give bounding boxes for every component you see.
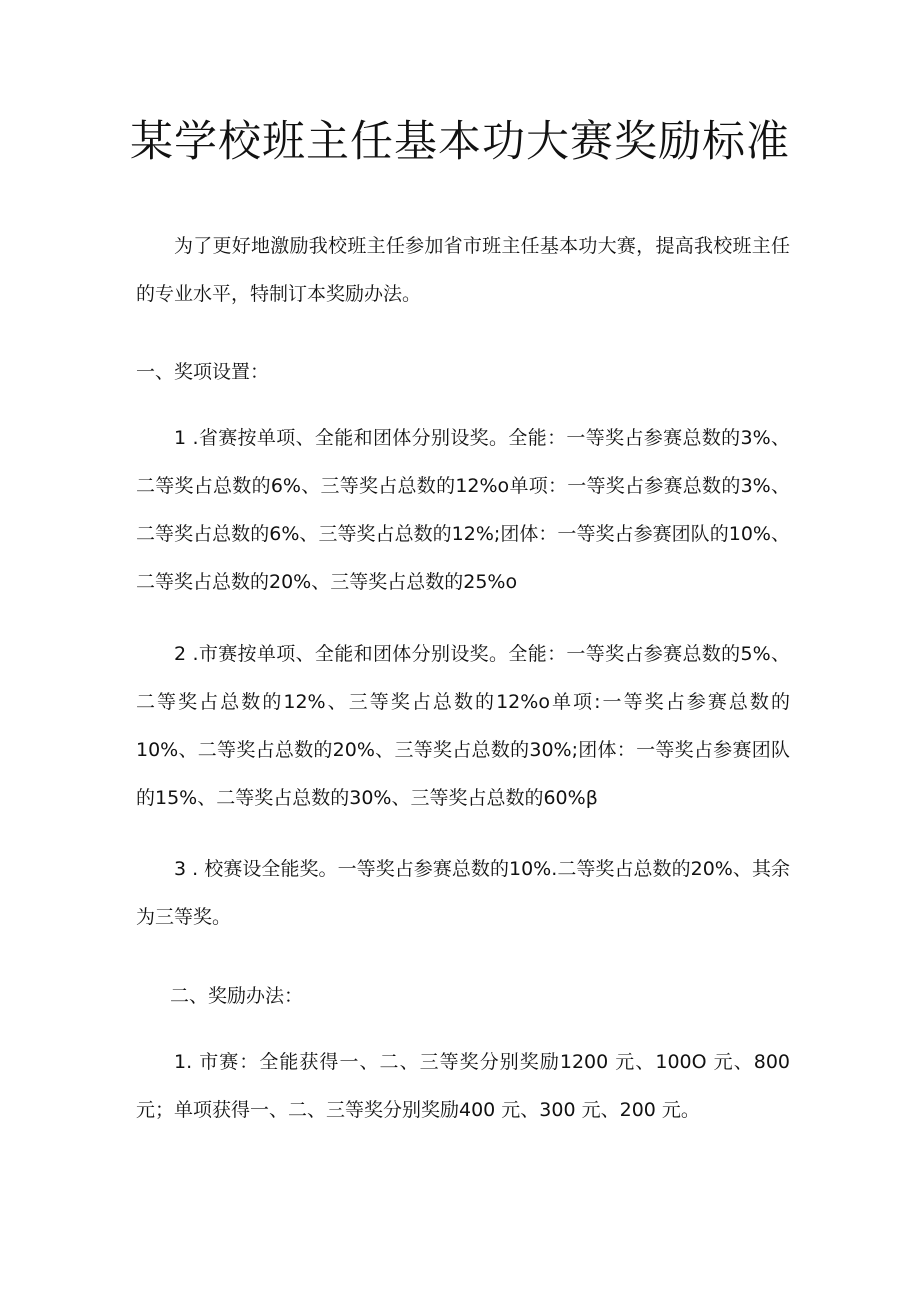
section1-item1: 1 .省赛按单项、全能和团体分别设奖。全能：一等奖占参赛总数的3%、二等奖占总数的6%、三等奖占总数的12%o单项：一等奖占参赛总数的3%、二等奖占总数的6%、三等奖占总数的12%;团体：一等奖占参赛团队的10%、二等奖占总数的20%、三等奖占总数的25%o bbox=[136, 427, 790, 593]
intro-paragraph: 为了更好地激励我校班主任参加省市班主任基本功大赛，提高我校班主任的专业水平，特制订本奖励办法。 bbox=[136, 235, 790, 305]
section1-item3: 3 . 校赛设全能奖。一等奖占参赛总数的10%.二等奖占总数的20%、其余为三等奖。 bbox=[136, 858, 790, 928]
document-title: 某学校班主任基本功大赛奖励标准 bbox=[130, 117, 790, 167]
section1-heading: 一、奖项设置： bbox=[136, 361, 270, 383]
section2-heading: 二、奖励办法： bbox=[170, 985, 304, 1007]
section1-item2: 2 .市赛按单项、全能和团体分别设奖。全能：一等奖占参赛总数的5%、二等奖占总数的12%、三等奖占总数的12%o单项:一等奖占参赛总数的10%、二等奖占总数的20%、三等奖占总数的30%;团体：一等奖占参赛团队的15%、二等奖占总数的30%、三等奖占总数的60%β bbox=[136, 643, 790, 809]
section2-item1: 1. 市赛：全能获得一、二、三等奖分别奖励1200 元、100O 元、800 元；单项获得一、二、三等奖分别奖励400 元、300 元、200 元。 bbox=[136, 1051, 790, 1121]
